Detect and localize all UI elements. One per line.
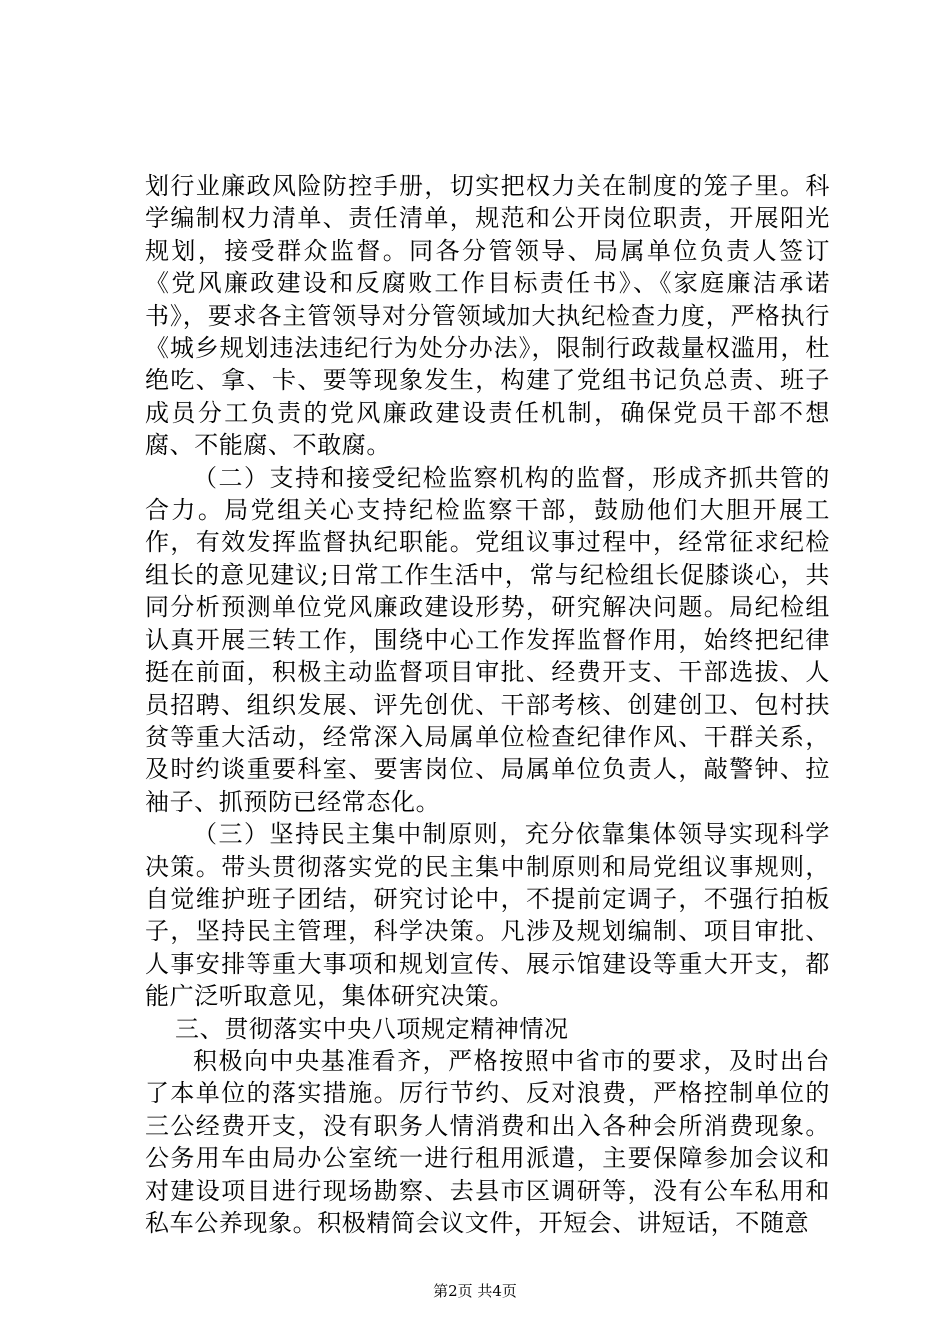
document-body xyxy=(145,170,830,1239)
paragraph-eight-rules: 积极向中央基准看齐，严格按照中省市的要求，及时出台了本单位的落实措施。厉行节约、反对浪费，严格控制单位的三公经费开支，没有职务人情消费和出入各种会所消费现象。公务用车由局办公室统一进行租用派遣，主要保障参加会议和对建设项目进行现场勘察、去县市区调研等，没有公车私用和私车公养现象。积极精简会议文件，开短会、讲短话，不随意 xyxy=(145,1046,830,1237)
paragraph-section-three: （三）坚持民主集中制原则，充分依靠集体领导实现科学决策。带头贯彻落实党的民主集中制原则和局党组议事规则，自觉维护班子团结，研究讨论中，不提前定调子，不强行拍板子，坚持民主管理，科学决策。凡涉及规划编制、项目审批、人事安排等重大事项和规划宣传、展示馆建设等重大开支，都能广泛听取意见，集体研究决策。 xyxy=(145,820,830,1011)
paragraph-section-two: （二）支持和接受纪检监察机构的监督，形成齐抓共管的合力。局党组关心支持纪检监察干部，鼓励他们大胆开展工作，有效发挥监督执纪职能。党组议事过程中，经常征求纪检组长的意见建议;日常工作生活中，常与纪检组长促膝谈心，共同分析预测单位党风廉政建设形势，研究解决问题。局纪检组认真开展三转工作，围绕中心工作发挥监督作用，始终把纪律挺在前面，积极主动监督项目审批、经费开支、干部选拔、人员招聘、组织发展、评先创优、干部考核、创建创卫、包村扶贫等重大活动，经常深入局属单位检查纪律作风、干群关系，及时约谈重要科室、要害岗位、局属单位负责人，敲警钟、拉袖子、抓预防已经常态化。 xyxy=(145,463,830,816)
section-heading: 三、贯彻落实中央八项规定精神情况 xyxy=(175,1014,569,1043)
page-number-footer: 第2页 共4页 xyxy=(433,1282,517,1300)
paragraph-continuation: 划行业廉政风险防控手册，切实把权力关在制度的笼子里。科学编制权力清单、责任清单，规范和公开岗位职责，开展阳光规划，接受群众监督。同各分管领导、局属单位负责人签订《党风廉政建设和反腐败工作目标责任书》、《家庭廉洁承诺书》，要求各主管领导对分管领域加大执纪检查力度，严格执行《城乡规划违法违纪行为处分办法》，限制行政裁量权滥用，杜绝吃、拿、卡、要等现象发生，构建了党组书记负总责、班子成员分工负责的党风廉政建设责任机制，确保党员干部不想腐、不能腐、不敢腐。 xyxy=(145,172,830,460)
